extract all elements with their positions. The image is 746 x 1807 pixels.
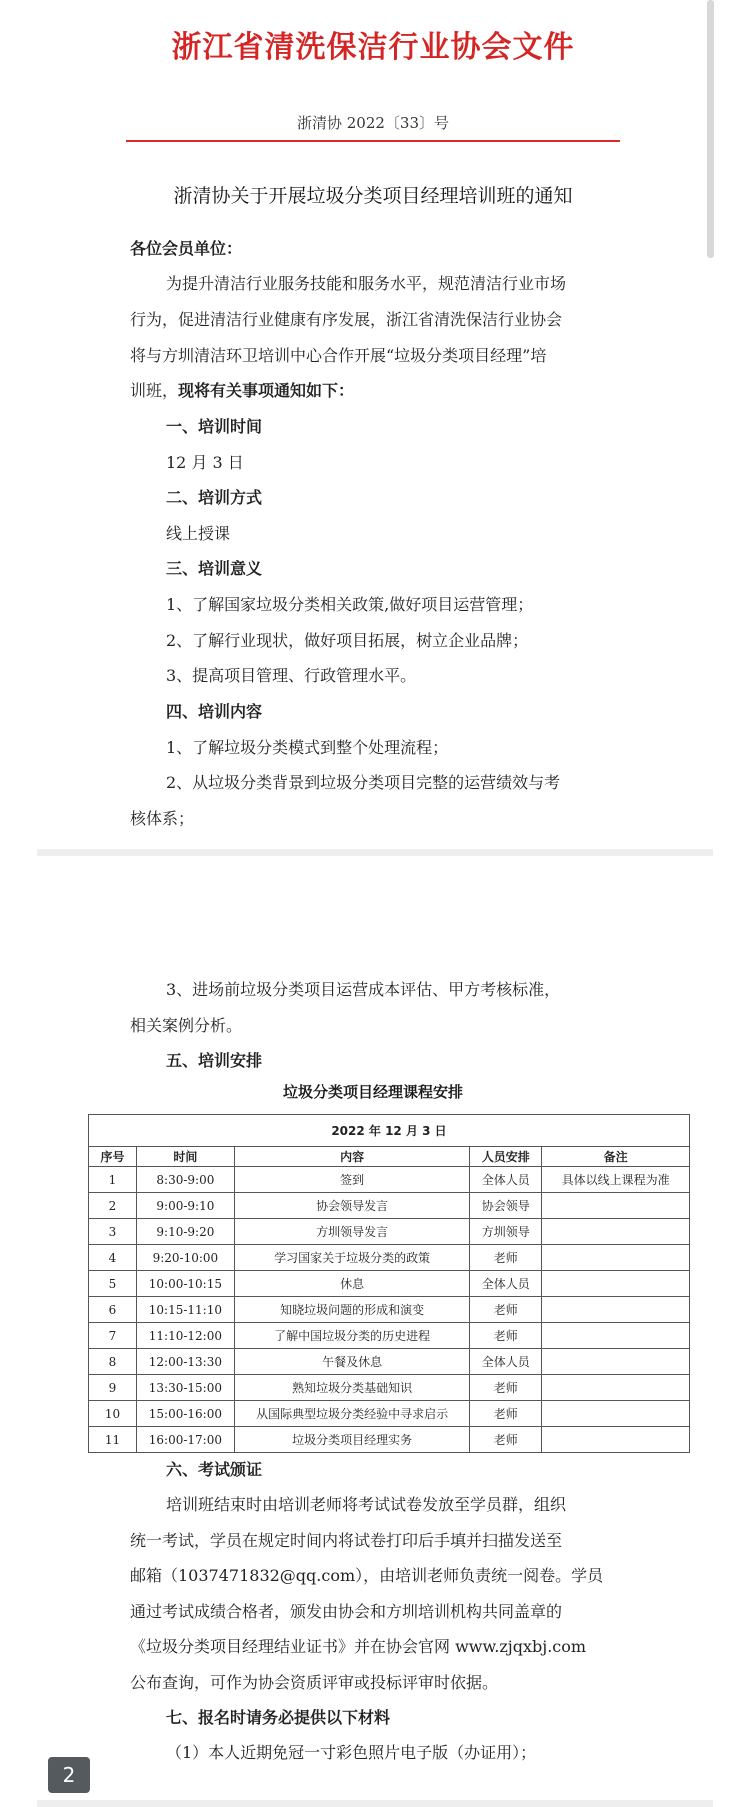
row-index: 8: [89, 1349, 137, 1375]
row-time: 11:10-12:00: [136, 1323, 234, 1349]
row-index: 10: [89, 1401, 137, 1427]
schedule-header-row: [89, 1147, 690, 1167]
row-note: [542, 1427, 690, 1453]
row-content: 了解中国垃圾分类的历史进程: [234, 1323, 470, 1349]
intro-line-4: [130, 378, 354, 401]
section-7-item-1: （1）本人近期免冠一寸彩色照片电子版（办证用）；: [166, 1743, 537, 1762]
col-header-note: 备注: [542, 1147, 690, 1167]
row-content: 签到: [234, 1167, 470, 1193]
table-row: [89, 1219, 690, 1245]
section-6-line-5: 《垃圾分类项目经理结业证书》并在协会官网 www.zjqxbj.com: [130, 1637, 587, 1656]
row-time: 8:30-9:00: [136, 1167, 234, 1193]
row-index: 2: [89, 1193, 137, 1219]
section-3-item-1: 1、了解国家垃圾分类相关政策,做好项目运营管理；: [166, 595, 534, 614]
table-row: [89, 1349, 690, 1375]
row-time: 9:20-10:00: [136, 1245, 234, 1271]
row-note: [542, 1245, 690, 1271]
table-row: [89, 1193, 690, 1219]
intro-bold-text: 现将有关事项通知如下：: [178, 381, 355, 400]
schedule-date: 2022 年 12 月 3 日: [89, 1115, 690, 1147]
row-staff: 老师: [470, 1375, 542, 1401]
section-4-heading: 四、培训内容: [166, 702, 263, 721]
row-content: 熟知垃圾分类基础知识: [234, 1375, 470, 1401]
table-row: [89, 1167, 690, 1193]
page-separator-bottom: [37, 1800, 713, 1807]
section-4-item-1: 1、了解垃圾分类模式到整个处理流程；: [166, 738, 449, 757]
section-6-line-3: 邮箱（1037471832@qq.com），由培训老师负责统一阅卷。学员: [130, 1566, 604, 1585]
row-time: 9:00-9:10: [136, 1193, 234, 1219]
row-note: 具体以线上课程为准: [542, 1167, 690, 1193]
schedule-caption: 垃圾分类项目经理课程安排: [282, 1083, 463, 1101]
row-staff: 老师: [470, 1297, 542, 1323]
section-3-item-2: 2、了解行业现状，做好项目拓展，树立企业品牌；: [166, 631, 529, 650]
section-3-item-3: 3、提高项目管理、行政管理水平。: [166, 666, 417, 685]
section-2-heading: 二、培训方式: [166, 488, 263, 507]
row-index: 7: [89, 1323, 137, 1349]
intro-line-2: 行为，促进清洁行业健康有序发展，浙江省清洗保洁行业协会: [130, 310, 563, 329]
row-index: 11: [89, 1427, 137, 1453]
row-time: 15:00-16:00: [136, 1401, 234, 1427]
row-staff: 全体人员: [470, 1167, 542, 1193]
document-number: 浙清协 2022〔33〕号: [296, 114, 450, 132]
section-1-heading: 一、培训时间: [166, 417, 263, 436]
section-5-heading: 五、培训安排: [166, 1051, 263, 1070]
row-index: 6: [89, 1297, 137, 1323]
row-index: 5: [89, 1271, 137, 1297]
table-row: [89, 1401, 690, 1427]
row-content: 休息: [234, 1271, 470, 1297]
section-2-text: 线上授课: [166, 524, 231, 543]
col-header-content: 内容: [234, 1147, 470, 1167]
section-6-line-6: 公布查询，可作为协会资质评审或投标评审时依据。: [130, 1673, 499, 1692]
section-4-item-2b: 核体系；: [130, 809, 195, 828]
page-number-badge[interactable]: 2: [48, 1757, 90, 1793]
row-note: [542, 1219, 690, 1245]
row-time: 12:00-13:30: [136, 1349, 234, 1375]
row-content: 垃圾分类项目经理实务: [234, 1427, 470, 1453]
row-content: 方圳领导发言: [234, 1219, 470, 1245]
schedule-date-row: [89, 1115, 690, 1147]
section-4-item-3a: 3、进场前垃圾分类项目运营成本评估、甲方考核标准，: [166, 980, 561, 999]
row-index: 1: [89, 1167, 137, 1193]
table-row: [89, 1271, 690, 1297]
notice-title: 浙清协关于开展垃圾分类项目经理培训班的通知: [173, 185, 573, 207]
section-6-line-1: 培训班结束时由培训老师将考试试卷发放至学员群，组织: [166, 1495, 567, 1514]
col-header-time: 时间: [136, 1147, 234, 1167]
section-6-heading: 六、考试颁证: [166, 1460, 263, 1479]
row-staff: 协会领导: [470, 1193, 542, 1219]
row-note: [542, 1193, 690, 1219]
section-1-text: 12 月 3 日: [166, 453, 244, 472]
page-separator: [37, 849, 713, 856]
col-header-index: 序号: [89, 1147, 137, 1167]
row-note: [542, 1349, 690, 1375]
section-4-item-2a: 2、从垃圾分类背景到垃圾分类项目完整的运营绩效与考: [166, 773, 561, 792]
section-6-line-2: 统一考试，学员在规定时间内将试卷打印后手填并扫描发送至: [130, 1531, 563, 1550]
org-header-title: 浙江省清洗保洁行业协会文件: [171, 30, 575, 65]
row-content: 知晓垃圾问题的形成和演变: [234, 1297, 470, 1323]
table-row: [89, 1375, 690, 1401]
table-row: [89, 1323, 690, 1349]
row-content: 午餐及休息: [234, 1349, 470, 1375]
table-row: [89, 1427, 690, 1453]
row-staff: 老师: [470, 1427, 542, 1453]
row-staff: 全体人员: [470, 1271, 542, 1297]
col-header-staff: 人员安排: [470, 1147, 542, 1167]
section-4-item-3b: 相关案例分析。: [130, 1016, 243, 1035]
row-time: 10:00-10:15: [136, 1271, 234, 1297]
row-staff: 老师: [470, 1245, 542, 1271]
intro-line-3: 将与方圳清洁环卫培训中心合作开展“垃圾分类项目经理”培: [130, 346, 547, 365]
row-note: [542, 1297, 690, 1323]
row-time: 13:30-15:00: [136, 1375, 234, 1401]
row-note: [542, 1323, 690, 1349]
row-staff: 老师: [470, 1323, 542, 1349]
row-content: 学习国家关于垃圾分类的政策: [234, 1245, 470, 1271]
row-time: 9:10-9:20: [136, 1219, 234, 1245]
row-note: [542, 1375, 690, 1401]
schedule-table: [88, 1114, 690, 1453]
section-3-heading: 三、培训意义: [166, 559, 263, 578]
row-note: [542, 1271, 690, 1297]
row-staff: 老师: [470, 1401, 542, 1427]
row-note: [542, 1401, 690, 1427]
row-staff: 方圳领导: [470, 1219, 542, 1245]
row-time: 10:15-11:10: [136, 1297, 234, 1323]
section-7-heading: 七、报名时请务必提供以下材料: [166, 1708, 391, 1727]
intro-line-4-text: 训班，: [130, 381, 179, 400]
section-6-line-4: 通过考试成绩合格者，颁发由协会和方圳培训机构共同盖章的: [130, 1602, 563, 1621]
row-index: 9: [89, 1375, 137, 1401]
row-content: 从国际典型垃圾分类经验中寻求启示: [234, 1401, 470, 1427]
row-content: 协会领导发言: [234, 1193, 470, 1219]
table-row: [89, 1297, 690, 1323]
row-index: 4: [89, 1245, 137, 1271]
row-time: 16:00-17:00: [136, 1427, 234, 1453]
red-divider-line: [126, 140, 620, 142]
row-index: 3: [89, 1219, 137, 1245]
table-row: [89, 1245, 690, 1271]
row-staff: 全体人员: [470, 1349, 542, 1375]
intro-line-1: 为提升清洁行业服务技能和服务水平，规范清洁行业市场: [166, 274, 567, 293]
salutation: 各位会员单位：: [130, 239, 243, 258]
